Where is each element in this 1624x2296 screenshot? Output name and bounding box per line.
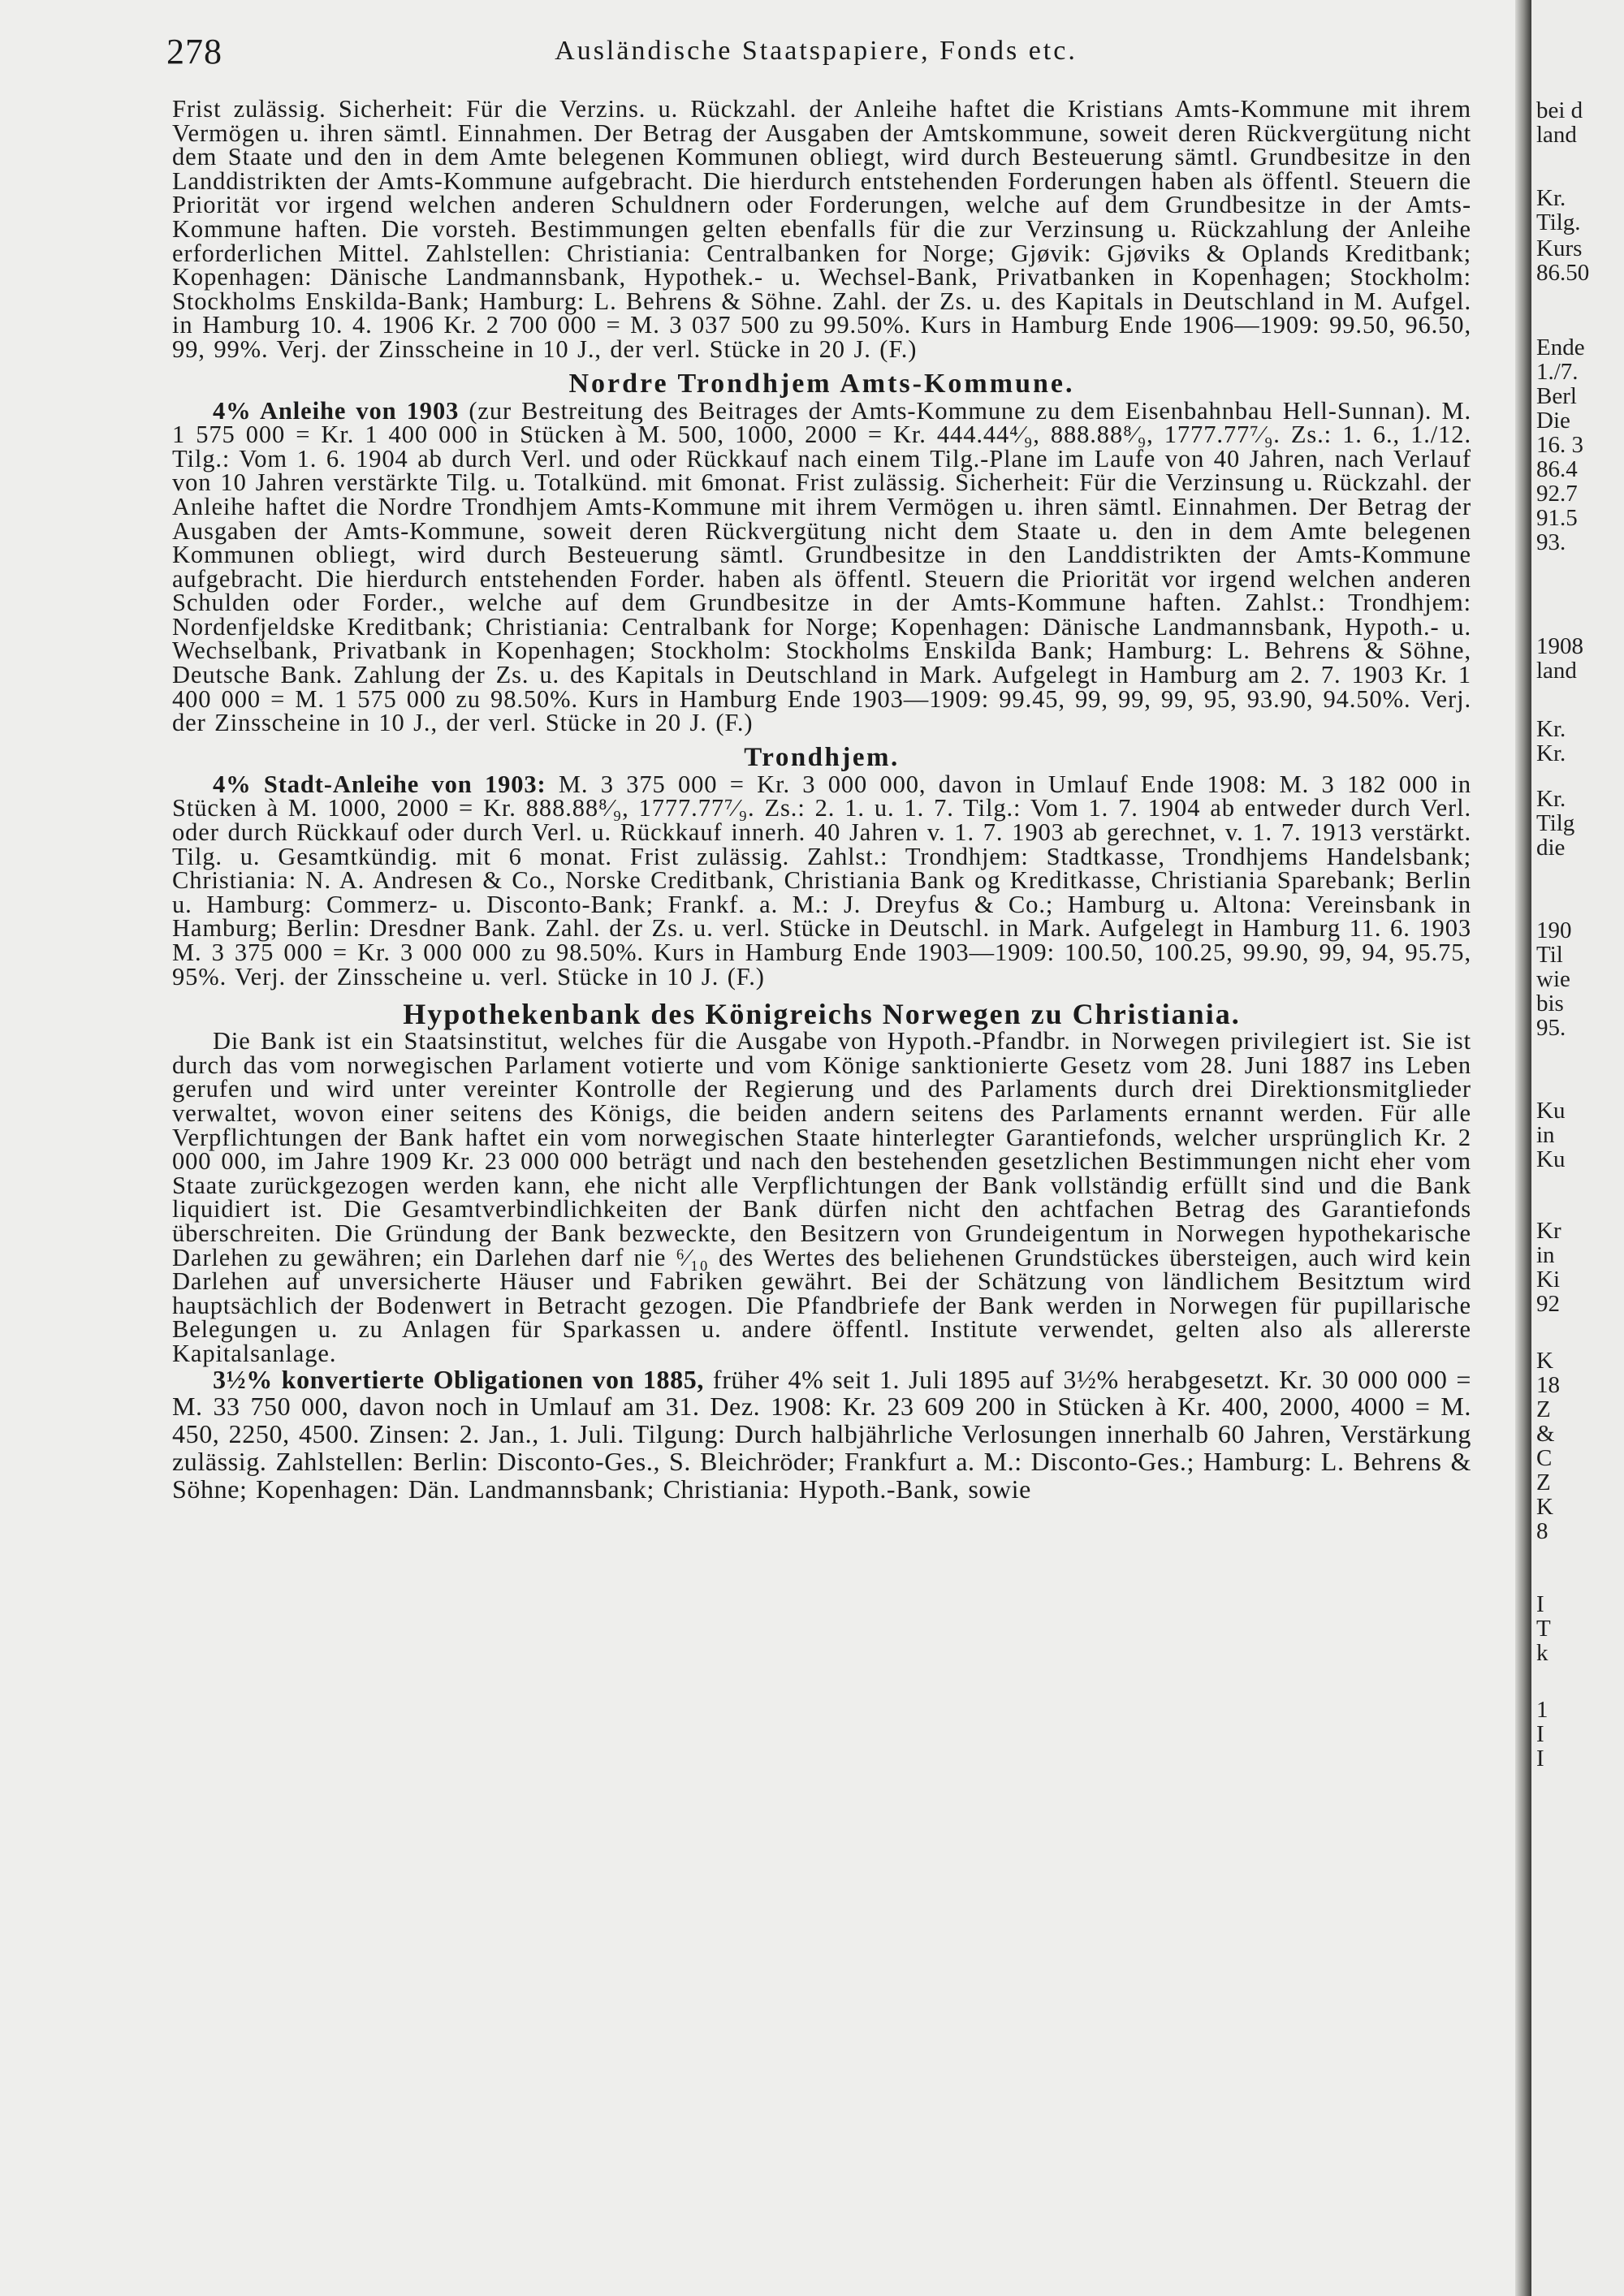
adjacent-page-fragment: 86.50 <box>1536 260 1590 286</box>
nordre-trondhjem-paragraph <box>172 396 1471 737</box>
adjacent-page-fragment: Ku <box>1536 1098 1566 1124</box>
adjacent-page-fragment: 1 <box>1536 1697 1548 1723</box>
adjacent-page-fragment: 92.7 <box>1536 481 1578 507</box>
adjacent-page-fragment: Ku <box>1536 1146 1566 1172</box>
adjacent-page-fragment: K <box>1536 1494 1553 1520</box>
loan-title: 4% Anleihe von 1903 <box>213 396 460 425</box>
adjacent-page-fragment: bis <box>1536 990 1564 1016</box>
adjacent-page-fragment: Til <box>1536 942 1563 968</box>
adjacent-page-fragment: Tilg. <box>1536 209 1581 235</box>
adjacent-page-fragment: 1./7. <box>1536 359 1579 385</box>
obligationen-paragraph <box>172 1366 1471 1504</box>
running-title: Ausländische Staatspapiere, Fonds etc. <box>555 36 1078 66</box>
hypothekenbank-paragraph: Die Bank ist ein Staatsinstitut, welches für die Ausgabe von Hypoth.-Pfandbr. in Norwegen privilegiert ist. Sie ist durch das vom norwegischen Parlament votierte und vom Könige sanktionierte Gesetz vom 28. Juni 1887 ins Leben gerufen und wird unter vereinter Kontrolle der Regierung und des Parlaments durch drei Direktionsmitglieder verwaltet, wovon einer seitens des Königs, die beiden andern seitens des Parlaments ernannt werden. Für alle Verpflichtungen der Bank haftet ein vom norwegischen Staate hinterlegter Garantiefonds, welcher ursprünglich Kr. 2 000 000, im Jahre 1909 Kr. 23 000 000 beträgt und nach den bestehenden gesetzlichen Bestimmungen nicht eher vom Staate zurückgezogen werden kann, ehe nicht alle Verpflichtungen der Bank vollständig erfüllt sind und die Bank liquidiert ist. Die Gesamtverbindlichkeiten der Bank dürfen nicht den achtfachen Betrag des Garantiefonds überschreiten. Die Gründung der Bank bezweckte, den Besitzern von Grundeigentum in Norwegen hypothekarische Darlehen zu gewähren; ein Darlehen darf nie ⁶⁄₁₀ des Wertes des beliehenen Grundstückes übersteigen, auch wird kein Darlehen auf unversicherte Häuser und Fabriken gewährt. Bei der Schätzung von ländlichem Besitztum wird hauptsächlich der Bodenwert in Betracht gezogen. Die Pfandbriefe der Bank werden in Norwegen für pupillarische Belegungen u. zu Anlagen für Sparkassen u. andere öffentl. Institute verwendet, gelten also als allererste Kapitalsanlage. <box>172 1027 1471 1367</box>
adjacent-page-fragment: Die <box>1536 408 1570 434</box>
adjacent-page-fragment: 1908 <box>1536 633 1583 659</box>
adjacent-page-fragment: Berl <box>1536 383 1577 409</box>
adjacent-page-fragment: 91.5 <box>1536 505 1578 531</box>
adjacent-page-fragment: k <box>1536 1640 1548 1666</box>
adjacent-page-fragment: in <box>1536 1122 1555 1148</box>
adjacent-page-fragment: Z <box>1536 1396 1551 1422</box>
adjacent-page-fragment: K <box>1536 1348 1553 1374</box>
adjacent-page-fragment: Ki <box>1536 1267 1560 1293</box>
adjacent-page-edge <box>1531 0 1624 2296</box>
adjacent-page-fragment: 92 <box>1536 1291 1560 1317</box>
adjacent-page-fragment: wie <box>1536 966 1570 992</box>
adjacent-page-fragment: 86.4 <box>1536 456 1578 482</box>
page-header <box>166 23 1466 80</box>
loan-details: (zur Bestreitung des Beitrages der Amts-Kommune zu dem Eisenbahnbau Hell-Sunnan). M. 1 575 000 = Kr. 1 400 000 in Stücken à M. 500, 1000, 2000 = Kr. 444.44⁴⁄₉, 888.88⁸⁄₉, 1777.77⁷⁄₉. Zs.: 1. 6., 1./12. Tilg.: Vom 1. 6. 1904 ab durch Verl. und oder Rückkauf nach einem Tilg.-Plane im Laufe von 40 Jahren, nach Verlauf von 10 Jahren verstärkte Tilg. u. Totalkünd. mit 6monat. Frist zulässig. Sicherheit: Für die Verzinsung u. Rückzahl. der Anleihe haftet die Nordre Trondhjem Amts-Kommune mit ihrem Vermögen u. ihren sämtl. Einnahmen. Der Betrag der Ausgaben der Amts-Kommune, soweit deren Rückvergütung nicht dem Staate u. den in dem Amte belegenen Kommunen obliegt, wird durch Besteuerung sämtl. Grundbesitze in den Landdistrikten der Amts-Kommune aufgebracht. Die hierdurch entstehenden Forder. haben als öffentl. Steuern die Priorität vor irgend welchen anderen Schulden oder Forder., welche auf dem Grundbesitze in der Amts-Kommune haften. Zahlst.: Trondhjem: Nordenfjeldske Kreditbank; Christiania: Centralbank for Norge; Kopenhagen: Dänische Landmannsbank, Hypoth.- u. Wechselbank, Privatbank in Kopenhagen; Stockholm: Stockholms Enskilda Bank; Hamburg: L. Behrens & Söhne, Deutsche Bank. Zahlung der Zs. u. des Kapitals in Deutschland in Mark. Aufgelegt in Hamburg am 2. 7. 1903 Kr. 1 400 000 = M. 1 575 000 zu 98.50%. Kurs in Hamburg Ende 1903—1909: 99.45, 99, 99, 99, 95, 93.90, 94.50%. Verj. der Zinsscheine in 10 J., der verl. Stücke in 20 J. (F.) <box>172 396 1471 737</box>
adjacent-page-fragment: I <box>1536 1721 1544 1747</box>
adjacent-page-fragment: C <box>1536 1445 1553 1471</box>
adjacent-page-fragment: 8 <box>1536 1518 1548 1544</box>
trondhjem-paragraph <box>172 770 1471 990</box>
text-column <box>172 97 1471 1503</box>
adjacent-page-fragment: 95. <box>1536 1015 1566 1041</box>
loan-title: 3½% konvertierte Obligationen von 1885, <box>213 1364 704 1394</box>
adjacent-page-fragment: land <box>1536 122 1577 148</box>
adjacent-page-fragment: 16. 3 <box>1536 432 1583 458</box>
adjacent-page-fragment: Ende <box>1536 334 1585 360</box>
adjacent-page-fragment: land <box>1536 658 1577 684</box>
adjacent-page-fragment: Kurs <box>1536 235 1583 261</box>
adjacent-page-fragment: in <box>1536 1242 1555 1268</box>
adjacent-page-fragment: 190 <box>1536 917 1572 943</box>
adjacent-page-fragment: Kr. <box>1536 185 1566 211</box>
adjacent-page-fragment: T <box>1536 1616 1551 1642</box>
loan-details: M. 3 375 000 = Kr. 3 000 000, davon in Umlauf Ende 1908: M. 3 182 000 in Stücken à M. 1000, 2000 = Kr. 888.88⁸⁄₉, 1777.77⁷⁄₉. Zs.: 2. 1. u. 1. 7. Tilg.: Vom 1. 7. 1904 ab entweder durch Verl. oder durch Rückkauf oder durch Verl. u. Rückkauf innerh. 40 Jahren v. 1. 7. 1903 ab gerechnet, v. 1. 7. 1913 verstärkt. Tilg. u. Gesamtkündig. mit 6 monat. Frist zulässig. Zahlst.: Trondhjem: Stadtkasse, Trondhjems Handelsbank; Christiania: N. A. Andresen & Co., Norske Creditbank, Christiania Bank og Kreditkasse, Christiania Sparebank; Berlin u. Hamburg: Commerz- u. Disconto-Bank; Frankf. a. M.: J. Dreyfus & Co.; Hamburg u. Altona: Vereinsbank in Hamburg; Berlin: Dresdner Bank. Zahl. der Zs. u. verl. Stücke in Deutschl. in Mark. Aufgelegt in Hamburg 11. 6. 1903 M. 3 375 000 = Kr. 3 000 000 zu 98.50%. Kurs in Hamburg Ende 1903—1909: 100.50, 100.25, 99.90, 99, 94, 95.75, 95%. Verj. der Zinsscheine u. verl. Stücke in 10 J. (F.) <box>172 770 1471 990</box>
section-heading-trondhjem: Trondhjem. <box>744 742 900 772</box>
adjacent-page-fragment: Kr. <box>1536 740 1566 766</box>
obligationen-block <box>172 1366 1471 1504</box>
adjacent-page-fragment: Z <box>1536 1470 1551 1495</box>
book-gutter <box>1515 0 1531 2296</box>
adjacent-page-fragment: I <box>1536 1746 1544 1772</box>
adjacent-page-fragment: die <box>1536 835 1566 861</box>
adjacent-page-fragment: & <box>1536 1421 1555 1447</box>
adjacent-page-fragment: Kr <box>1536 1218 1561 1244</box>
loan-title: 4% Stadt-Anleihe von 1903: <box>213 770 546 798</box>
adjacent-page-fragment: bei d <box>1536 97 1583 123</box>
page-number: 278 <box>166 32 222 71</box>
adjacent-page-fragment: 93. <box>1536 529 1566 555</box>
adjacent-page-fragment: Kr. <box>1536 786 1566 812</box>
adjacent-page-fragment: Kr. <box>1536 716 1566 742</box>
section-heading-nordre-trondhjem: Nordre Trondhjem Amts-Kommune. <box>568 368 1075 399</box>
intro-paragraph: Frist zulässig. Sicherheit: Für die Verzins. u. Rückzahl. der Anleihe haftet die Kristians Amts-Kommune mit ihrem Vermögen u. ihren sämtl. Einnahmen. Der Betrag der Ausgaben der Amtskommune, soweit deren Rückvergütung nicht dem Staate und den in dem Amte belegenen Kommunen obliegt, wird durch Besteuerung sämtl. Grundbesitze in den Landdistrikten der Amts-Kommune aufgebracht. Die hierdurch entstehenden Forderungen haben als öffentl. Steuern die Priorität vor irgend welchen anderen Schuldnern oder Forderungen, welche auf dem Grundbesitze in der Amts-Kommune haften. Die vorsteh. Bestimmungen gelten ebenfalls für die zur Verzinsung u. Rückzahlung der Anleihe erforderlichen Mittel. Zahlstellen: Christiania: Centralbanken for Norge; Gjøvik: Gjøviks & Oplands Kreditbank; Kopenhagen: Dänische Landmannsbank, Hypothek.- u. Wechsel-Bank, Privatbanken in Kopenhagen; Stockholm: Stockholms Enskilda-Bank; Hamburg: L. Behrens & Söhne. Zahl. der Zs. u. des Kapitals in Deutschland in M. Aufgel. in Hamburg 10. 4. 1906 Kr. 2 700 000 = M. 3 037 500 zu 99.50%. Kurs in Hamburg Ende 1906—1909: 99.50, 96.50, 99, 99%. Verj. der Zinsscheine in 10 J., der verl. Stücke in 20 J. (F.) <box>172 95 1471 363</box>
loan-details: früher 4% seit 1. Juli 1895 auf 3½% herabgesetzt. Kr. 30 000 000 = M. 33 750 000, davon noch in Umlauf am 31. Dez. 1908: Kr. 23 609 200 in Stücken à Kr. 400, 2000, 4000 = M. 450, 2250, 4500. Zinsen: 2. Jan., 1. Juli. Tilgung: Durch halbjährliche Verlosungen innerhalb 60 Jahren, Verstärkung zulässig. Zahlstellen: Berlin: Disconto-Ges., S. Bleichröder; Frankfurt a. M.: Disconto-Ges.; Hamburg: L. Behrens & Söhne; Kopenhagen: Dän. Landmannsbank; Christiania: Hypoth.-Bank, sowie <box>172 1364 1471 1504</box>
adjacent-page-fragment: 18 <box>1536 1372 1560 1398</box>
adjacent-page-fragment: I <box>1536 1591 1544 1617</box>
adjacent-page-fragment: Tilg <box>1536 810 1575 836</box>
section-heading-hypothekenbank: Hypothekenbank des Königreichs Norwegen zu Christiania. <box>403 998 1241 1031</box>
